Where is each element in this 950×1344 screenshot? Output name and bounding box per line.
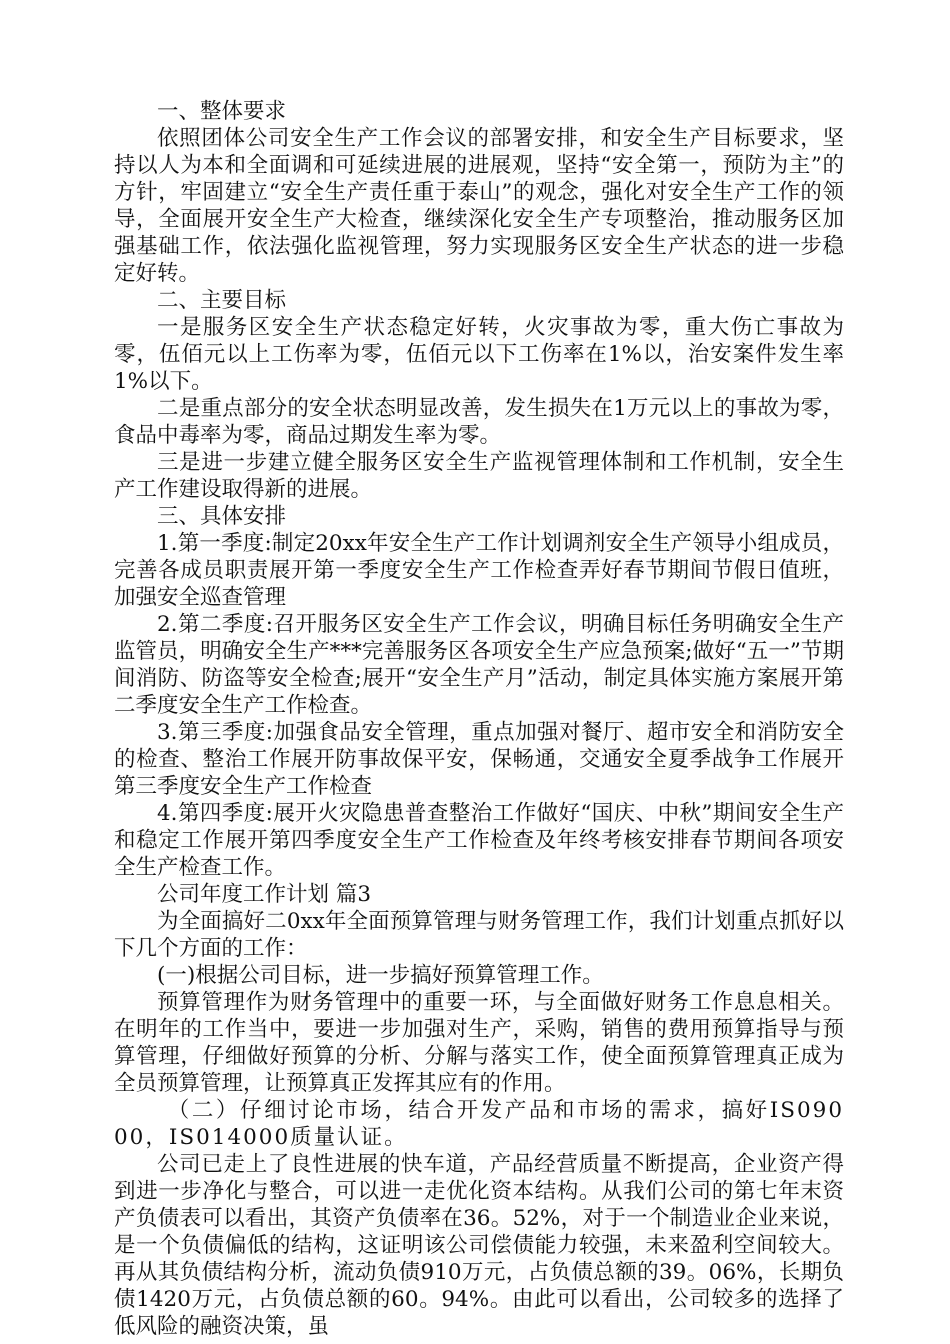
paragraph-requirements: 依照团体公司安全生产工作会议的部署安排，和安全生产目标要求，坚持以人为本和全面调和可延续进展的进展观，坚持“安全第一，预防为主”的方针，牢固建立“安全生产责任重于泰山”的观念，强化对安全生产工作的领导，全面展开安全生产大检查，继续深化安全生产专项整治，推动服务区加强基础工作，依法强化监视管理，努力实现服务区安全生产状态的进一步稳定好转。 [114,126,844,286]
section-heading-requirements: 一、整体要求 [157,99,287,124]
paragraph-plan-intro: 为全面搞好二0xx年全面预算管理与财务管理工作，我们计划重点抓好以下几个方面的工作： [114,909,844,961]
section-heading-arrangements: 三、具体安排 [157,504,287,529]
paragraph-quarter-3: 3.第三季度:加强食品安全管理，重点加强对餐厅、超市安全和消防安全的检查、整治工作展开防事故保平安，保畅通，交通安全夏季战争工作展开第三季度安全生产工作检查 [114,720,844,799]
paragraph-quarter-2: 2.第二季度:召开服务区安全生产工作会议，明确目标任务明确安全生产监管员，明确安全生产***完善服务区各项安全生产应急预案;做好“五一”节期间消防、防盗等安全检查;展开“安全生产月”活动，制定具体实施方案展开第二季度安全生产工作检查。 [114,612,844,718]
section-heading-goals: 二、主要目标 [157,288,287,313]
paragraph-capital-structure: 公司已走上了良性进展的快车道，产品经营质量不断提高，企业资产得到进一步净化与整合，可以进一走优化资本结构。从我们公司的第七年末资产负债表可以看出，其资产负债率在36。52%，对于一个制造业企业来说，是一个负债偏低的结构，这证明该公司偿债能力较强，未来盈利空间较大。再从其负债结构分析，流动负债910万元，占负债总额的39。06%，长期负债1420万元，占负债总额的60。94%。由此可以看出，公司较多的选择了低风险的融资决策，虽 [114,1152,844,1339]
paragraph-goal-1: 一是服务区安全生产状态稳定好转，火灾事故为零，重大伤亡事故为零，伍佰元以上工伤率为零，伍佰元以下工伤率在1%以，治安案件发生率1%以下。 [114,315,844,394]
document-body [114,98,844,1340]
paragraph-quarter-1: 1.第一季度:制定20xx年安全生产工作计划调剂安全生产领导小组成员，完善各成员职责展开第一季度安全生产工作检查弄好春节期间节假日值班，加强安全巡查管理 [114,531,844,610]
paragraph-goal-3: 三是进一步建立健全服务区安全生产监视管理体制和工作机制，安全生产工作建设取得新的进展。 [114,450,844,502]
paragraph-market-research: （二）仔细讨论市场，结合开发产品和市场的需求，搞好IS09000，IS014000质量认证。 [114,1098,844,1150]
paragraph-budget-management: 预算管理作为财务管理中的重要一环，与全面做好财务工作息息相关。在明年的工作当中，要进一步加强对生产，采购，销售的费用预算指导与预算管理，仔细做好预算的分析、分解与落实工作，使全面预算管理真正成为全员预算管理，让预算真正发挥其应有的作用。 [114,990,844,1096]
paragraph-goal-2: 二是重点部分的安全状态明显改善，发生损失在1万元以上的事故为零，食品中毒率为零，商品过期发生率为零。 [114,396,844,448]
paragraph-budget-heading: (一)根据公司目标，进一步搞好预算管理工作。 [157,963,604,988]
paragraph-quarter-4: 4.第四季度:展开火灾隐患普查整治工作做好“国庆、中秋”期间安全生产和稳定工作展开第四季度安全生产工作检查及年终考核安排春节期间各项安全生产检查工作。 [114,801,844,880]
section-heading-plan-3: 公司年度工作计划 篇3 [157,882,372,907]
